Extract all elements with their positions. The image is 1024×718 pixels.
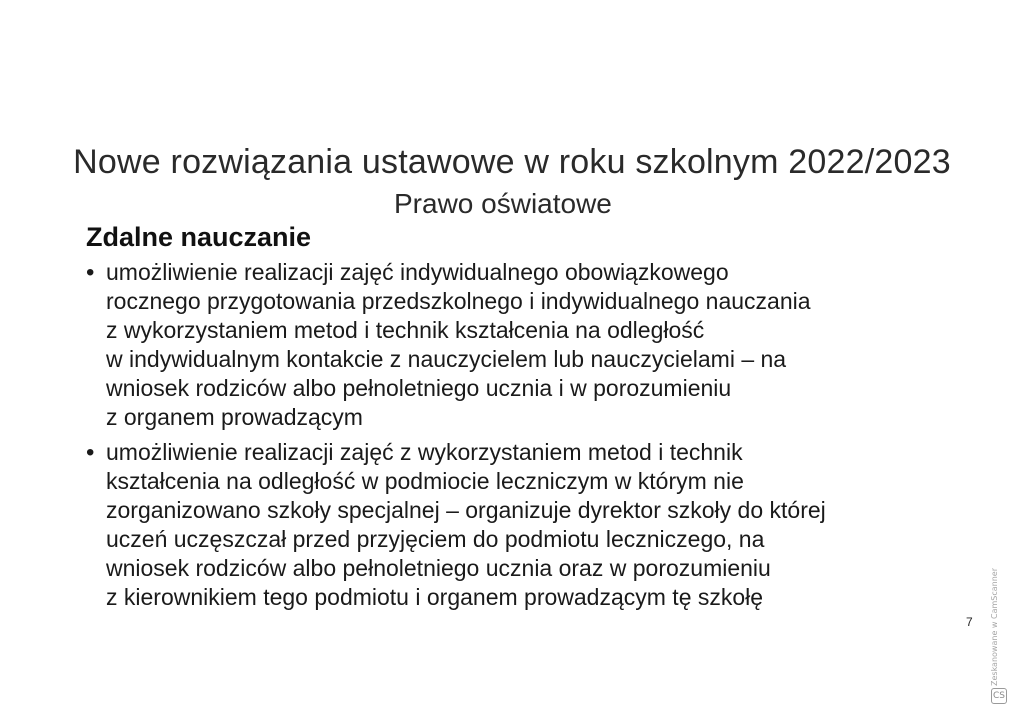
scanner-watermark-text: Zeskanowane w CamScanner (990, 567, 999, 686)
bullet-line: rocznego przygotowania przedszkolnego i indywidualnego nauczania (106, 288, 811, 314)
bullet-line: umożliwienie realizacji zajęć indywidualnego obowiązkowego (106, 259, 729, 285)
camscanner-logo-icon: CS (991, 688, 1007, 704)
bullet-line: zorganizowano szkoły specjalnej – organizuje dyrektor szkoły do której (106, 497, 826, 523)
bullet-line: z kierownikiem tego podmiotu i organem prowadzącym tę szkołę (106, 584, 764, 610)
slide-title: Nowe rozwiązania ustawowe w roku szkolnym 2022/2023 (73, 143, 951, 181)
slide-subtitle: Prawo oświatowe (394, 188, 612, 219)
bullet-line: z wykorzystaniem metod i technik kształcenia na odległość (106, 317, 705, 343)
bullet-line: wniosek rodziców albo pełnoletniego ucznia oraz w porozumieniu (106, 555, 771, 581)
bullet-line: wniosek rodziców albo pełnoletniego ucznia i w porozumieniu (106, 375, 732, 401)
bullet-item (86, 438, 966, 612)
scanner-watermark (985, 567, 1015, 708)
bullet-line: kształcenia na odległość w podmiocie leczniczym w którym nie (106, 468, 744, 494)
page-number: 7 (966, 615, 973, 629)
bullet-line: umożliwienie realizacji zajęć z wykorzystaniem metod i technik (106, 439, 743, 465)
bullet-line: w indywidualnym kontakcie z nauczycielem lub nauczycielami – na (106, 346, 787, 372)
bullet-list (86, 258, 966, 618)
bullet-line: uczeń uczęszczał przed przyjęciem do podmiotu leczniczego, na (106, 526, 765, 552)
bullet-icon: • (86, 439, 95, 466)
section-heading: Zdalne nauczanie (86, 222, 312, 252)
bullet-item (86, 258, 966, 432)
bullet-icon: • (86, 259, 95, 286)
bullet-line: z organem prowadzącym (106, 404, 363, 430)
